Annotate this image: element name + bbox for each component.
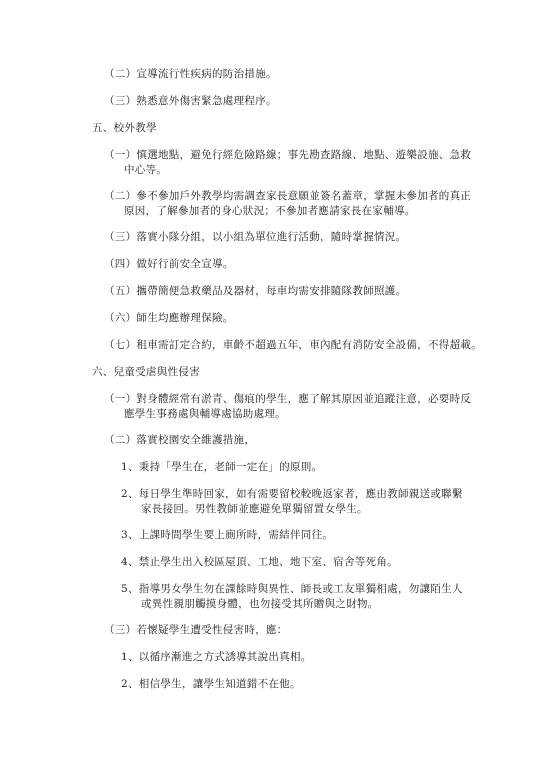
item-5-7: （七）租車需訂定合約，車齡不超過五年，車內配有消防安全設備，不得超載。 [104, 339, 482, 351]
subitem-6-3-2: 2、相信學生，讓學生知道錯不在他。 [121, 678, 301, 690]
section-heading-child-abuse: 六、兒童受虐與性侵害 [92, 366, 200, 378]
subitem-6-2-5-line-2: 或異性親朋觸摸身體，也勿接受其所贈與之財物。 [141, 598, 379, 610]
subitem-6-2-3: 3、上課時間學生要上廁所時，需結伴同往。 [121, 529, 334, 541]
item-5-2-line-1: （二）參不參加戶外教學均需調查家長意願並簽名蓋章，掌握未參加者的真正 [104, 190, 472, 202]
subitem-6-2-5-line-1: 5、指導男女學生勿在課餘時與異性、師長或工友單獨相處，勿讓陌生人 [121, 583, 463, 595]
item-5-2-line-2: 原因，了解參加者的身心狀況；不參加者應請家長在家輔導。 [124, 205, 416, 217]
subitem-6-2-2-line-1: 2、每日學生準時回家，如有需要留校較晚返家者，應由教師親送或聯繫 [121, 488, 463, 500]
subitem-6-3-1: 1、以循序漸進之方式誘導其說出真相。 [121, 651, 312, 663]
subitem-6-2-4: 4、禁止學生出入校區屋頂、工地、地下室、宿舍等死角。 [121, 556, 398, 568]
subitem-6-2-2-line-2: 家長接回。男性教師並應避免單獨留置女學生。 [141, 503, 368, 515]
item-2-3-emergency-procedure: （三）熟悉意外傷害緊急處理程序。 [104, 95, 277, 107]
item-5-1-line-1: （一）慎選地點，避免行經危險路線；事先勘查路線、地點、遊樂設施、急救 [104, 149, 472, 161]
item-5-6: （六）師生均應辦理保險。 [104, 312, 234, 324]
item-5-1-line-2: 中心等。 [124, 164, 168, 176]
item-5-5: （五）攜帶簡便急救藥品及器材，每車均需安排隨隊教師照護。 [104, 285, 407, 297]
item-2-2-disease-prevention: （二）宣導流行性疾病的防治措施。 [104, 68, 277, 80]
item-6-1-line-2: 應學生事務處與輔導處協助處理。 [124, 408, 286, 420]
item-6-1-line-1: （一）對身體經常有淤青、傷痕的學生，應了解其原因並追蹤注意，必要時反 [104, 393, 472, 405]
item-5-4: （四）做好行前安全宣導。 [104, 258, 234, 270]
item-6-2: （二）落實校園安全維護措施， [104, 434, 256, 446]
item-5-3: （三）落實小隊分組，以小組為單位進行活動，隨時掌握情況。 [104, 231, 407, 243]
section-heading-field-trip: 五、校外教學 [92, 122, 157, 134]
item-6-3: （三）若懷疑學生遭受性侵害時，應： [104, 624, 288, 636]
subitem-6-2-1: 1、秉持「學生在，老師一定在」的原則。 [121, 461, 323, 473]
